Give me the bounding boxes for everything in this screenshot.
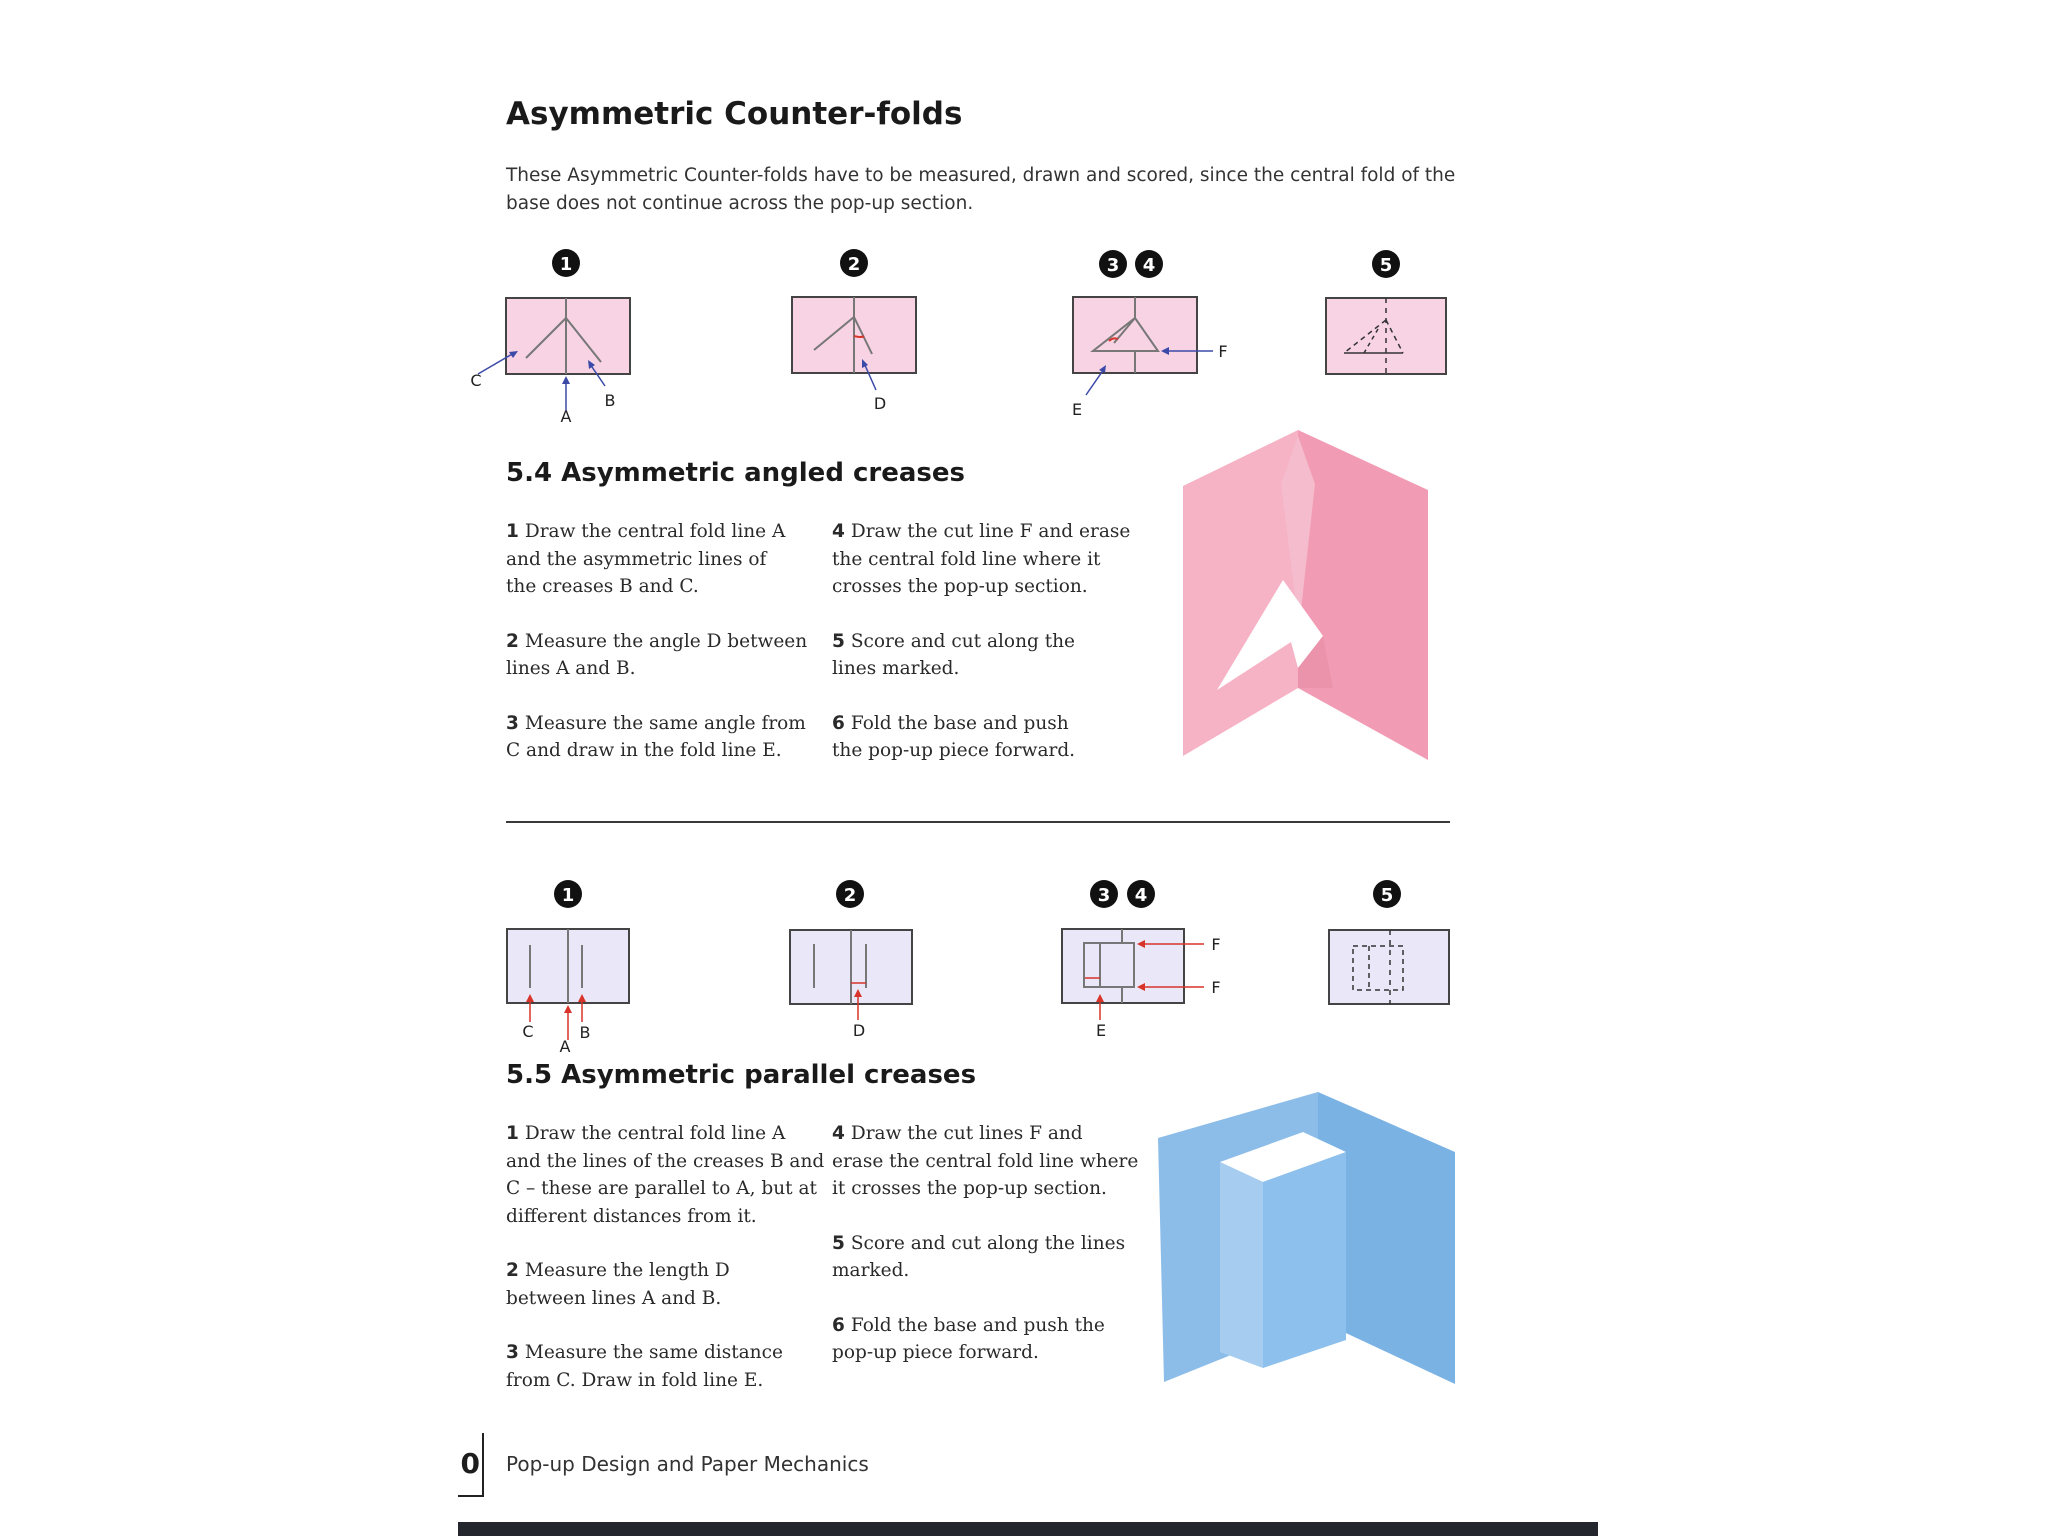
parallel-diagram-step-5 bbox=[1329, 880, 1449, 1004]
svg-text:1: 1 bbox=[559, 254, 573, 275]
label-C: C bbox=[522, 1022, 534, 1041]
step-4: 4 Draw the cut lines F and erase the central fold line where it crosses the pop-up section. bbox=[832, 1123, 1139, 1199]
step-1-badge bbox=[552, 249, 580, 277]
step-5-badge bbox=[1372, 250, 1400, 278]
svg-text:5: 5 bbox=[1379, 255, 1393, 276]
step-2-badge bbox=[836, 880, 864, 908]
step-4: 4 Draw the cut line F and erase the central fold line where it crosses the pop-up section. bbox=[832, 521, 1131, 597]
step-1: 1 Draw the central fold line A and the asymmetric lines of the creases B and C. bbox=[506, 521, 786, 597]
angled-diagram-step-2 bbox=[792, 249, 916, 413]
angled-diagram-step-5 bbox=[1326, 250, 1446, 374]
label-F: F bbox=[1211, 978, 1221, 997]
step-6: 6 Fold the base and push the pop-up piece forward. bbox=[832, 1314, 1105, 1363]
step-5: 5 Score and cut along the lines marked. bbox=[832, 1232, 1126, 1281]
running-footer: Pop-up Design and Paper Mechanics bbox=[506, 1452, 869, 1476]
step-3: 3 Measure the same angle from C and draw in the fold line E. bbox=[506, 712, 806, 761]
step-4-badge bbox=[1127, 880, 1155, 908]
section-5-5-steps-left bbox=[506, 1120, 826, 1421]
parallel-diagram-row bbox=[458, 870, 1518, 1060]
step-3-badge bbox=[1090, 880, 1118, 908]
step-5: 5 Score and cut along the lines marked. bbox=[832, 630, 1075, 679]
svg-text:5: 5 bbox=[1380, 885, 1394, 906]
pink-popup-photo bbox=[1183, 428, 1443, 768]
page-title: Asymmetric Counter-folds bbox=[506, 96, 963, 132]
label-E: E bbox=[1071, 400, 1083, 419]
label-D: D bbox=[873, 394, 887, 413]
svg-text:2: 2 bbox=[843, 885, 857, 906]
section-heading-5-4: 5.4 Asymmetric angled creases bbox=[506, 458, 965, 488]
label-F: F bbox=[1218, 342, 1228, 361]
intro-paragraph: These Asymmetric Counter-folds have to be measured, drawn and scored, since the central fold of the base does not continue across the pop-up section. bbox=[506, 165, 1456, 214]
section-divider bbox=[506, 821, 1450, 823]
label-D: D bbox=[852, 1021, 866, 1040]
svg-text:4: 4 bbox=[1142, 255, 1156, 276]
step-1-badge bbox=[554, 880, 582, 908]
step-2-badge bbox=[840, 249, 868, 277]
angled-diagram-step-1 bbox=[470, 249, 630, 426]
label-A: A bbox=[559, 1037, 571, 1056]
section-5-4-steps-right bbox=[832, 518, 1152, 792]
book-page bbox=[458, 0, 1598, 1536]
section-5-4-steps-left bbox=[506, 518, 816, 792]
svg-text:3: 3 bbox=[1106, 255, 1120, 276]
label-C: C bbox=[470, 371, 482, 390]
label-A: A bbox=[560, 407, 572, 426]
angled-diagram-step-3-4 bbox=[1072, 250, 1228, 419]
blue-popup-photo bbox=[1158, 1090, 1458, 1390]
step-3-badge bbox=[1099, 250, 1127, 278]
section-heading-5-5: 5.5 Asymmetric parallel creases bbox=[506, 1060, 977, 1090]
svg-text:1: 1 bbox=[561, 885, 575, 906]
label-B: B bbox=[579, 1023, 591, 1042]
section-5-5-steps-right bbox=[832, 1120, 1152, 1394]
parallel-diagram-step-3-4 bbox=[1062, 880, 1221, 1040]
label-B: B bbox=[604, 391, 616, 410]
parallel-diagram-step-1 bbox=[507, 880, 629, 1056]
step-5-badge bbox=[1373, 880, 1401, 908]
label-F: F bbox=[1211, 935, 1221, 954]
step-6: 6 Fold the base and push the pop-up piece forward. bbox=[832, 712, 1076, 761]
step-2: 2 Measure the angle D between lines A and B. bbox=[506, 630, 808, 679]
page-number: 0 bbox=[458, 1433, 484, 1497]
svg-text:3: 3 bbox=[1097, 885, 1111, 906]
bottom-edge-bar bbox=[458, 1522, 1598, 1536]
step-2: 2 Measure the length D between lines A and B. bbox=[506, 1260, 730, 1309]
step-3: 3 Measure the same distance from C. Draw in fold line E. bbox=[506, 1342, 783, 1391]
label-E: E bbox=[1095, 1021, 1107, 1040]
step-4-badge bbox=[1135, 250, 1163, 278]
svg-text:2: 2 bbox=[847, 254, 861, 275]
angled-diagram-row bbox=[458, 240, 1518, 430]
parallel-diagram-step-2 bbox=[790, 880, 912, 1040]
step-1: 1 Draw the central fold line A and the lines of the creases B and C – these are parallel to A, but at different distances from it. bbox=[506, 1123, 825, 1227]
svg-text:4: 4 bbox=[1134, 885, 1148, 906]
